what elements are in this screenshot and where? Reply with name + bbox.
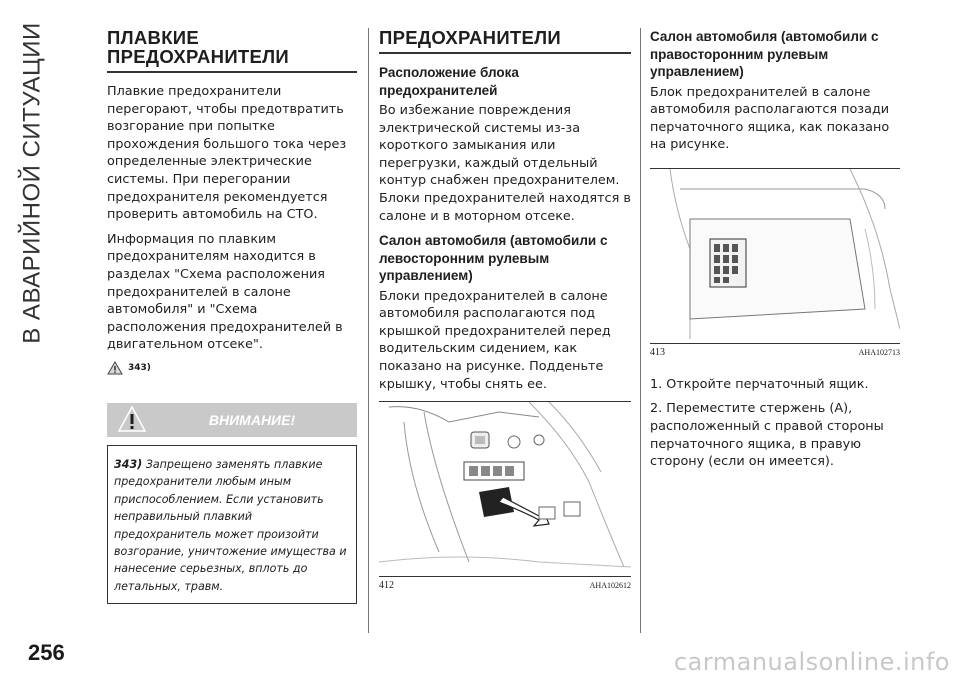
column-left xyxy=(107,28,357,604)
warning-number: 343) xyxy=(114,457,143,471)
heading-rule xyxy=(107,71,357,73)
column-right xyxy=(650,28,900,478)
warning-reference[interactable] xyxy=(107,361,357,375)
figure-code: AHA102612 xyxy=(589,581,631,591)
warning-triangle-icon xyxy=(117,405,147,433)
fuse-cover-illustration xyxy=(379,402,631,572)
figure-number: 412 xyxy=(379,580,394,592)
step-2: 2. Переместите стержень (A), расположенный с правой стороны перчаточного ящика, в правую сторону (если он имеется). xyxy=(650,401,884,470)
warning-box xyxy=(107,445,357,604)
reference-number: 343) xyxy=(128,362,151,373)
figure-code: AHA102713 xyxy=(858,347,900,357)
paragraph: Блок предохранителей в салоне автомобиля располагаются позади перчаточного ящика, как показано на рисунке. xyxy=(650,84,890,153)
heading-line-2: ПРЕДОХРАНИТЕЛИ xyxy=(107,46,290,67)
warning-triangle-icon xyxy=(107,361,123,375)
figure-number: 413 xyxy=(650,346,665,358)
figure-412 xyxy=(379,401,631,591)
section-heading: ПРЕДОХРАНИТЕЛИ xyxy=(379,27,562,48)
watermark: carmanualsonline.info xyxy=(673,648,950,676)
column-divider-2 xyxy=(640,28,641,633)
subheading: Салон автомобиля (автомобили с правосторонним рулевым управлением) xyxy=(650,29,879,79)
section-heading xyxy=(107,28,357,66)
subheading: Салон автомобиля (автомобили с левосторонним рулевым управлением) xyxy=(379,233,608,284)
warning-banner-label: ВНИМАНИЕ! xyxy=(208,411,296,428)
figure-caption xyxy=(650,343,900,358)
heading-rule xyxy=(379,52,631,54)
column-divider-1 xyxy=(368,28,369,633)
paragraph: Блоки предохранителей в салоне автомобиля располагаются под крышкой предохранителей перед водительским сидением, как показано на рисунке. Подденьте крышку, чтобы снять ее. xyxy=(379,288,611,392)
heading-line-1: ПЛАВКИЕ xyxy=(107,27,200,48)
section-tab xyxy=(6,22,60,344)
step-1: 1. Откройте перчаточный ящик. xyxy=(650,376,869,392)
paragraph: Во избежание повреждения электрической системы из-за короткого замыкания или перегрузки, каждый отдельный контур снабжен предохранителем. Блоки предохранителей находятся в салоне и в моторном отсеке. xyxy=(379,103,631,224)
figure-413 xyxy=(650,168,900,358)
subheading: Расположение блока предохранителей xyxy=(379,65,519,98)
figure-caption xyxy=(379,576,631,591)
section-tab-label: В АВАРИЙНОЙ СИТУАЦИИ xyxy=(19,22,47,344)
column-middle xyxy=(379,28,631,591)
warning-text: Запрещено заменять плавкие предохранители любым иным приспособлением. Если установить неправильный плавкий предохранитель может произойти возгорание, уничтожение имущества и нанесение серьезных, вплоть до летальных, травм. xyxy=(114,457,347,593)
paragraph: Информация по плавким предохранителям находится в разделах "Схема расположения предохранителей в салоне автомобиля" и "Схема расположения предохранителей в двигательном отсеке". xyxy=(107,231,343,353)
glovebox-fuse-illustration xyxy=(650,169,900,339)
warning-banner xyxy=(107,403,357,437)
page-number: 256 xyxy=(28,640,65,665)
paragraph: Плавкие предохранители перегорают, чтобы предотвратить возгорание при попытке прохождения большого тока через определенные электрические системы. При перегорании предохранителя рекомендуется проверить автомобиль на СТО. xyxy=(107,84,347,223)
